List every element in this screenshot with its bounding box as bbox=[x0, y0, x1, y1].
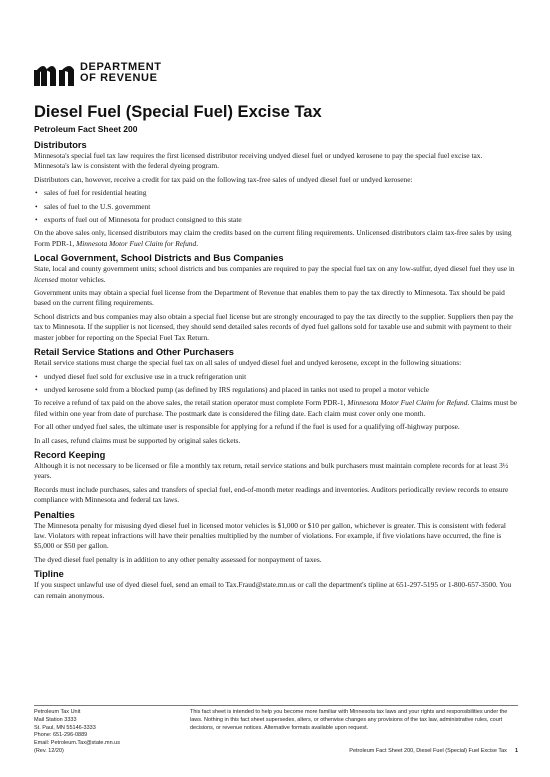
paragraph: School districts and bus companies may also obtain a special fuel license but are strongly encouraged to pay the tax directly to the supplier. Suppliers then pay the tax to Minnesota. If the supplier is not licensed, they should send detailed sales records of dyed fuel gallons sold for taxable use and submit with payment to their master jobber for reporting on the Special Fuel Tax Return. bbox=[34, 311, 514, 342]
list-item: • undyed diesel fuel sold for exclusive use in a truck refrigeration unit bbox=[34, 372, 518, 382]
footer-unit: Petroleum Tax Unit bbox=[34, 709, 81, 715]
document-body bbox=[34, 137, 518, 604]
section-heading-government: Local Government, School Districts and Bus Companies bbox=[34, 253, 284, 264]
footer-city: St. Paul, MN 55146-3333 bbox=[34, 724, 96, 731]
paragraph: For all other undyed fuel sales, the ultimate user is responsible for applying for a refund if the fuel is used for a qualifying off-highway purpose. bbox=[34, 422, 460, 432]
list-item: • undyed kerosene sold from a blocked pump (as defined by IRS regulations) and placed in tanks not used to propel a motor vehicle bbox=[34, 385, 518, 395]
list-item: • sales of fuel to the U.S. government bbox=[34, 202, 518, 212]
text-run: To receive a refund of tax paid on the above sales, the retail station operator must complete Form PDR-1, bbox=[34, 398, 348, 408]
paragraph: Retail service stations must charge the special fuel tax on all sales of undyed diesel fuel and undyed kerosene, except in the following situations: bbox=[34, 358, 462, 368]
mn-logo-icon bbox=[34, 60, 74, 86]
paragraph: Minnesota's special fuel tax law requires the first licensed distributor receiving undyed diesel fuel or undyed kerosene to pay the special fuel excise tax. Minnesota's law is consistent with the federal dyeing program. bbox=[34, 151, 483, 171]
footer-revision: (Rev. 12/20) bbox=[34, 747, 64, 754]
text-run: . bbox=[196, 238, 199, 248]
paragraph bbox=[34, 264, 518, 285]
footer-document-name: Petroleum Fact Sheet 200, Diesel Fuel (Special) Fuel Excise Tax bbox=[349, 748, 507, 754]
document-title: Diesel Fuel (Special Fuel) Excise Tax bbox=[34, 103, 322, 121]
footer-mail-station: Mail Station 3333 bbox=[34, 716, 77, 723]
footer-phone: Phone: 651-296-0889 bbox=[34, 732, 88, 739]
section-heading-retail: Retail Service Stations and Other Purchasers bbox=[34, 347, 234, 358]
page-number: 1 bbox=[514, 748, 518, 754]
text-run: motor vehicles. bbox=[58, 274, 106, 284]
paragraph: In all cases, refund claims must be supported by original sales tickets. bbox=[34, 435, 241, 445]
paragraph bbox=[34, 228, 518, 249]
paragraph: Records must include purchases, sales and transfers of special fuel, end-of-month meter readings and inventories. Auditors periodically review records to ensure compliance with Minnesota and federal tax laws. bbox=[34, 484, 509, 505]
footer-disclaimer: This fact sheet is intended to help you become more familiar with Minnesota tax laws and your rights and responsibilities under the laws. Nothing in this fact sheet supersedes, alters, or otherwise changes any provisions of the tax law, administrative rules, court decisions, or revenue notices. Alternative formats available upon request. bbox=[190, 709, 508, 731]
paragraph: Although it is not necessary to be licensed or file a monthly tax return, retail service stations and bulk purchasers must maintain complete records for at least 3½ years. bbox=[34, 460, 509, 481]
footer-divider bbox=[34, 705, 518, 706]
paragraph: The Minnesota penalty for misusing dyed diesel fuel in licensed motor vehicles is $1,000 or $10 per gallon, whichever is greater. This is consistent with federal law. Violators with repeat infractions will have their penalties multiplied by the number of violations. For example, if five violations have occurred, the fine is $5,000 or $50 per gallon. bbox=[34, 520, 506, 551]
list-item: • sales of fuel for residential heating bbox=[34, 188, 518, 198]
department-line-1: DEPARTMENT bbox=[80, 61, 162, 73]
paragraph: The dyed diesel fuel penalty is in addition to any other penalty assessed for nonpayment of taxes. bbox=[34, 554, 322, 564]
section-heading-penalties: Penalties bbox=[34, 509, 75, 520]
form-name: Minnesota Motor Fuel Claim for Refund bbox=[347, 398, 468, 408]
emphasis: licensed bbox=[34, 274, 59, 284]
list-item: • exports of fuel out of Minnesota for product consigned to this state bbox=[34, 215, 518, 225]
department-name bbox=[80, 62, 162, 84]
bullet-list bbox=[34, 188, 518, 225]
paragraph bbox=[34, 398, 518, 419]
document-subtitle: Petroleum Fact Sheet 200 bbox=[34, 124, 138, 134]
section-heading-record-keeping: Record Keeping bbox=[34, 449, 106, 460]
text-run: On the above sales only, licensed distributors may claim the credits based on the current filing requirements. Unlicensed distributors claim tax-free sales by using Form PDR-1, bbox=[34, 228, 512, 248]
text-run: State, local and county government units; school districts and bus companies are required to pay the special fuel tax on any low-sulfur, dyed diesel fuel they use in bbox=[34, 264, 515, 274]
footer-email: Email: Petroleum.Tax@state.mn.us bbox=[34, 740, 120, 747]
form-name: Minnesota Motor Fuel Claim for Refund bbox=[76, 238, 197, 248]
paragraph: Government units may obtain a special fuel license from the Department of Revenue that enables them to pay the tax directly to Minnesota. Tax should be paid based on the current filing requirements. bbox=[34, 288, 505, 308]
footer-contact bbox=[34, 709, 184, 756]
bullet-list bbox=[34, 372, 518, 396]
department-logo bbox=[34, 60, 162, 86]
footer-page-label bbox=[300, 748, 518, 756]
section-heading-tipline: Tipline bbox=[34, 569, 64, 580]
section-heading-distributors: Distributors bbox=[34, 140, 87, 150]
text-run: . Claims must be filed within one year from date of purchase. The postmark date is considered the filing date. Each claim must cover only one month. bbox=[34, 398, 518, 418]
paragraph: If you suspect unlawful use of dyed diesel fuel, send an email to Tax.Fraud@state.mn.us or call the department's tipline at 651-297-5195 or 1-800-657-3500. You can remain anonymous. bbox=[34, 580, 512, 600]
paragraph: Distributors can, however, receive a credit for tax paid on the following tax-free sales of undyed diesel fuel or undyed kerosene: bbox=[34, 174, 413, 184]
department-line-2: OF REVENUE bbox=[80, 72, 158, 84]
